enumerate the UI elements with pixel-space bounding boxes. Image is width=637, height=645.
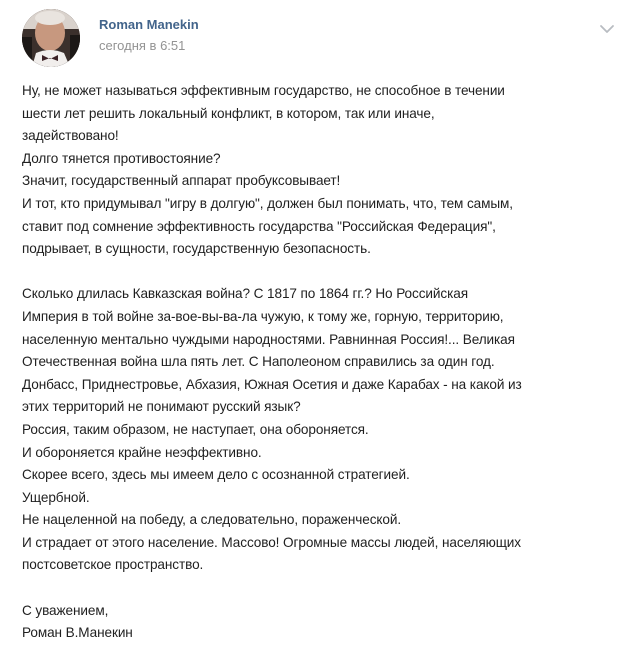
post-text-line: Ну, не может называться эффективным государство, не способное в течении bbox=[22, 83, 505, 98]
post-text-line: Ущербной. bbox=[22, 489, 90, 505]
signature-line: Роман В.Манекин bbox=[22, 625, 133, 641]
post-text-line: шести лет решить локальный конфликт, в котором, так или иначе, bbox=[22, 105, 435, 121]
post-text-line: Донбасс, Приднестровье, Абхазия, Южная Осетия и даже Карабах - на какой из bbox=[22, 376, 522, 392]
post-text-line: ставит под сомнение эффективность государства "Российская Федерация", bbox=[22, 218, 496, 234]
author-name-link[interactable]: Roman Manekin bbox=[99, 17, 199, 32]
post-text bbox=[22, 80, 627, 645]
post-text-line: подрывает, в сущности, государственную безопасность. bbox=[22, 241, 371, 257]
post-text-line: Россия, таким образом, не наступает, она обороняется. bbox=[22, 421, 369, 437]
post-text-line: Долго тянется противостояние? bbox=[22, 150, 221, 166]
post-text-line: задействовано! bbox=[22, 128, 119, 144]
post-text-line: этих территорий не понимают русский язык? bbox=[22, 399, 301, 415]
author-avatar[interactable] bbox=[22, 9, 80, 67]
post-text-line: И страдает от этого население. Массово! Огромные массы людей, населяющих bbox=[22, 534, 521, 550]
post-menu-button[interactable] bbox=[596, 20, 618, 38]
post-text-line: Отечественная война шла пять лет. С Наполеоном справились за один год. bbox=[22, 354, 495, 370]
chevron-down-icon bbox=[596, 20, 618, 38]
paragraph-spacer bbox=[22, 261, 627, 284]
post-text-line: постсоветское пространство. bbox=[22, 557, 204, 573]
post-date-link[interactable]: сегодня в 6:51 bbox=[99, 38, 186, 53]
user-avatar-photo-icon bbox=[22, 9, 80, 67]
paragraph-spacer bbox=[22, 577, 627, 600]
post-text-line: Скорее всего, здесь мы имеем дело с осознанной стратегией. bbox=[22, 467, 410, 483]
post-text-line: Империя в той войне за-вое-вы-ва-ла чужую, к тому же, горную, территорию, bbox=[22, 308, 504, 324]
post-text-line: И обороняется крайне неэффективно. bbox=[22, 444, 262, 460]
post-header bbox=[0, 0, 637, 70]
post-text-line: И тот, кто придумывал "игру в долгую", должен был понимать, что, тем самым, bbox=[22, 195, 513, 211]
post-text-line: Значит, государственный аппарат пробуксовывает! bbox=[22, 173, 341, 189]
post-text-line: Сколько длилась Кавказская война? С 1817 по 1864 гг.? Но Российская bbox=[22, 286, 468, 302]
post-text-line: Не нацеленной на победу, а следовательно, пораженческой. bbox=[22, 512, 402, 528]
signature-line: С уважением, bbox=[22, 602, 109, 618]
post-text-line: населенную ментально чуждыми народностями. Равнинная Россия!... Великая bbox=[22, 331, 515, 347]
